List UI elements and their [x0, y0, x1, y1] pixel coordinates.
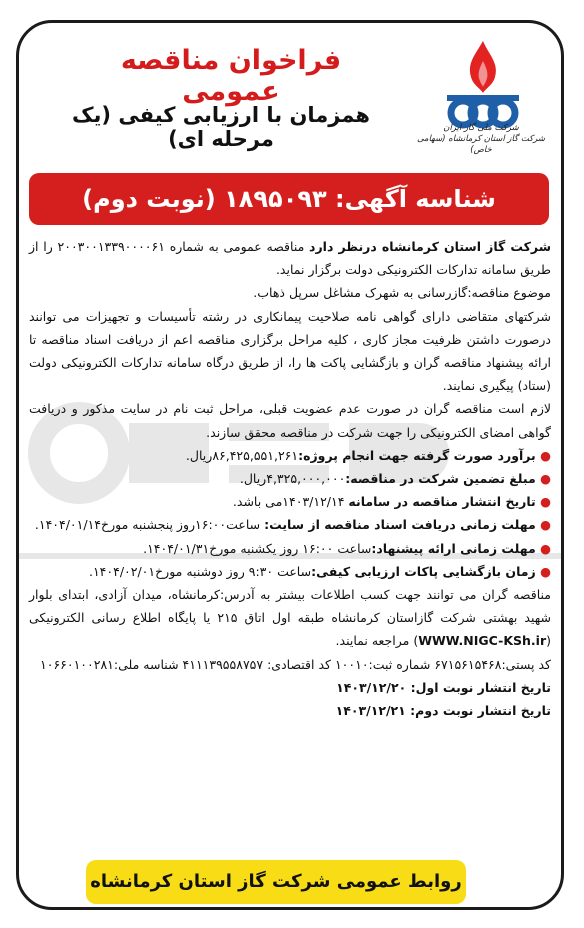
logo-caption [411, 123, 551, 156]
publish-value: ۱۴۰۳/۱۲/۱۴می باشد. [232, 494, 349, 510]
notice-frame [16, 20, 564, 910]
public-relations-footer: روابط عمومی شرکت گاز استان کرمانشاه [86, 860, 466, 904]
address-end: ) مراجعه نمایند. [335, 633, 419, 649]
notice-body [29, 235, 551, 722]
docs-label: مهلت زمانی دریافت اسناد مناقصه از سایت: [264, 517, 536, 533]
open-value: ساعت ۹:۳۰ روز دوشنبه مورخ۱۴۰۴/۰۲/۰۱. [88, 563, 312, 579]
open-line [29, 560, 551, 583]
intro-paragraph [29, 235, 551, 281]
guarantee-line [29, 467, 551, 490]
second-publication-date: تاریخ انتشار نوبت دوم: ۱۴۰۳/۱۲/۲۱ [335, 703, 551, 719]
submit-value: ساعت ۱۶:۰۰ روز یکشنبه مورخ۱۴۰۴/۰۱/۳۱. [143, 540, 372, 556]
notice-title: فراخوان مناقصه عمومی [120, 45, 342, 107]
logo-caption-line-2: شرکت گاز استان کرمانشاه (سهامی خاص) [416, 134, 546, 155]
header [19, 23, 561, 173]
notice-id-banner: شناسه آگهی: ۱۸۹۵۰۹۳ (نوبت دوم) [29, 173, 549, 225]
submit-label: مهلت زمانی ارائه پیشنهاد: [371, 540, 536, 556]
eligibility-paragraph: شرکتهای متقاضی دارای گواهی نامه صلاحیت پیمانکاری در رشته تأسیسات و تجهیزات می توانند درصورت داشتن ظرفیت مجاز کاری ، کلیه مراحل برگزاری مناقصه اعم از دریافت اسناد مناقصه تا ارائه پیشنهاد مناقصه گران و بازگشایی پاکت ها را، از طریق درگاه سامانه تدارکات الکترونیکی دولت (ستاد) پیگیری نمایند. [29, 308, 551, 394]
guarantee-label: مبلغ تضمین شرکت در مناقصه: [345, 471, 536, 487]
docs-line [29, 513, 551, 536]
first-publication-date: تاریخ انتشار نوبت اول: ۱۴۰۳/۱۲/۲۰ [336, 679, 551, 695]
submit-line [29, 537, 551, 560]
bullet-icon: ● [535, 563, 551, 579]
docs-value: ساعت۱۶:۰۰روز پنجشنبه مورخ۱۴۰۴/۰۱/۱۴. [34, 517, 265, 533]
subject-paragraph: موضوع مناقصه:گازرسانی به شهرک مشاغل سرپل ذهاب. [253, 285, 551, 301]
publish-label: تاریخ انتشار مناقصه در سامانه [348, 494, 536, 510]
registration-paragraph: لازم است مناقصه گران در صورت عدم عضویت قبلی، مراحل ثبت نام در سایت مذکور و دریافت گواهی امضای الکترونیکی را جهت شرکت در مناقصه محقق سازند. [29, 401, 551, 440]
publish-line [29, 490, 551, 513]
estimate-value: ۸۶,۴۲۵,۵۵۱,۲۶۱ریال. [185, 447, 299, 463]
intro-rest: مناقصه عمومی به شماره ۲۰۰۳۰۰۱۳۳۹۰۰۰۰۶۱ را از طریق سامانه تدارکات الکترونیکی دولت برگزار نماید. [29, 239, 551, 278]
estimate-line [29, 444, 551, 467]
estimate-label: برآورد صورت گرفته جهت انجام پروژه: [298, 447, 536, 463]
bullet-icon: ● [535, 540, 551, 556]
bullet-icon: ● [535, 471, 551, 487]
open-label: زمان بازگشایی پاکات ارزیابی کیفی: [311, 563, 536, 579]
logo-caption-line-1: شرکت ملی گاز ایران [443, 123, 519, 133]
bullet-icon: ● [535, 517, 551, 533]
address-text: مناقصه گران می توانند جهت کسب اطلاعات بیشتر به آدرس:کرمانشاه، میدان آزادی، ابتدای بلوار شهید بهشتی شرکت گازاستان کرمانشاه طبقه اول اتاق ۲۱۵ یا پایگاه اطلاع رسانی الکترونیکی ( [29, 587, 551, 649]
address-paragraph [29, 583, 551, 653]
website-link[interactable]: WWW.NIGC-KSh.ir [418, 633, 547, 649]
intro-bold: شرکت گاز استان کرمانشاه درنظر دارد [309, 239, 552, 254]
guarantee-value: ۴,۳۲۵,۰۰۰,۰۰۰ریال. [239, 471, 346, 487]
bullet-icon: ● [535, 447, 551, 463]
bullet-icon: ● [535, 494, 551, 510]
codes-paragraph: کد پستی:۶۷۱۵۶۱۵۴۶۸ شماره ثبت:۱۰۰۱۰ کد اقتصادی: ۴۱۱۱۳۹۵۵۸۷۵۷ شناسه ملی:۱۰۶۶۰۱۰۰۲۸۱ [40, 656, 551, 672]
notice-subtitle: همزمان با ارزیابی کیفی (یک مرحله ای) [72, 103, 370, 151]
